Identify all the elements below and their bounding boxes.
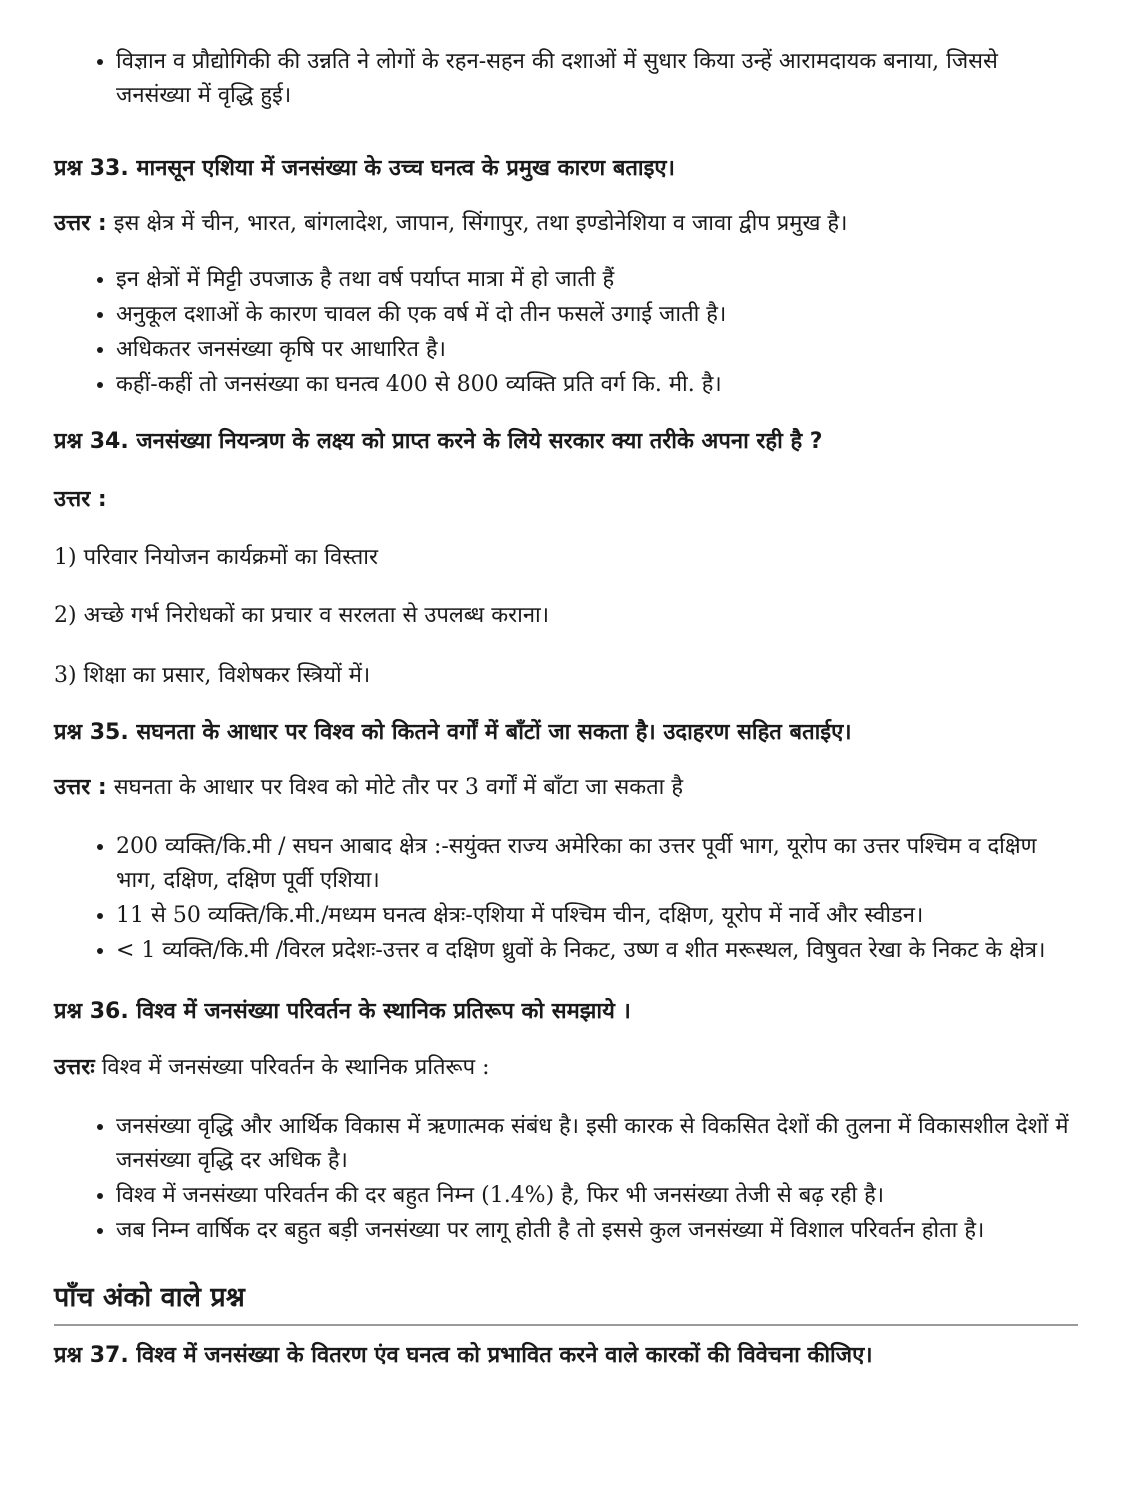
- list-item: • 200 व्यक्ति/कि.मी / सघन आबाद क्षेत्र :-सयुंक्त राज्य अमेरिका का उत्तर पूर्वी भाग, यूरोप का उत्तर पश्चिम व दक्षिण भाग, दक्षिण, दक्षिण पूर्वी एशिया।: [116, 829, 1078, 898]
- bullet-list-36: [54, 1109, 1078, 1248]
- answer-point-2: 2) अच्छे गर्भ निरोधकों का प्रचार व सरलता से उपलब्ध कराना।: [54, 603, 550, 628]
- answer-text: विश्व में जनसंख्या परिवर्तन के स्थानिक प्रतिरूप :: [94, 1055, 490, 1080]
- bullet-list-35: [54, 829, 1078, 968]
- answer-33: [54, 208, 1078, 240]
- section-heading: पाँच अंको वाले प्रश्न: [54, 1280, 1078, 1326]
- list-item: • विज्ञान व प्रौद्योगिकी की उन्नति ने लोगों के रहन-सहन की दशाओं में सुधार किया उन्हें आरामदायक बनाया, जिससे जनसंख्या में वृद्धि हुई।: [116, 44, 1078, 113]
- question-34: प्रश्न 34. जनसंख्या नियन्त्रण के लक्ष्य को प्राप्त करने के लिये सरकार क्या तरीके अपना रही है ?: [54, 429, 823, 454]
- list-item: • विश्व में जनसंख्या परिवर्तन की दर बहुत निम्न (1.4%) है, फिर भी जनसंख्या तेजी से बढ़ रही है।: [116, 1178, 1078, 1213]
- answer-text: इस क्षेत्र में चीन, भारत, बांगलादेश, जापान, सिंगापुर, तथा इण्डोनेशिया व जावा द्वीप प्रमुख है।: [106, 211, 848, 236]
- question-37: प्रश्न 37. विश्व में जनसंख्या के वितरण एंव घनत्व को प्रभावित करने वाले कारकों की विवेचना कीजिए।: [54, 1343, 873, 1368]
- list-item: • अधिकतर जनसंख्या कृषि पर आधारित है।: [116, 332, 1078, 367]
- answer-34: [54, 484, 1078, 516]
- bullet-list-intro: [54, 44, 1078, 113]
- question-33: प्रश्न 33. मानसून एशिया में जनसंख्या के उच्च घनत्व के प्रमुख कारण बताइए।: [54, 156, 675, 181]
- list-item: • जनसंख्या वृद्धि और आर्थिक विकास में ऋणात्मक संबंध है। इसी कारक से विकसित देशों की तुलना में विकासशील देशों में जनसंख्या वृद्धि दर अधिक है।: [116, 1109, 1078, 1178]
- list-item: • इन क्षेत्रों में मिट्टी उपजाऊ है तथा वर्ष पर्याप्त मात्रा में हो जाती हैं: [116, 262, 1078, 297]
- list-item: • जब निम्न वार्षिक दर बहुत बड़ी जनसंख्या पर लागू होती है तो इससे कुल जनसंख्या में विशाल परिवर्तन होता है।: [116, 1213, 1078, 1248]
- answer-label: उत्तर :: [54, 487, 107, 512]
- question-36: प्रश्न 36. विश्व में जनसंख्या परिवर्तन के स्थानिक प्रतिरूप को समझाये ।: [54, 999, 631, 1024]
- answer-label: उत्तर :: [54, 211, 107, 236]
- answer-text: सघनता के आधार पर विश्व को मोटे तौर पर 3 वर्गों में बाँटा जा सकता है: [106, 775, 684, 800]
- answer-35: [54, 772, 1078, 804]
- answer-point-3: 3) शिक्षा का प्रसार, विशेषकर स्त्रियों में।: [54, 663, 371, 688]
- question-35: प्रश्न 35. सघनता के आधार पर विश्व को कितने वर्गों में बाँटों जा सकता है। उदाहरण सहित बताईए।: [54, 720, 852, 745]
- list-item: • कहीं-कहीं तो जनसंख्या का घनत्व 400 से 800 व्यक्ति प्रति वर्ग कि. मी. है।: [116, 367, 1078, 402]
- list-item: • 11 से 50 व्यक्ति/कि.मी./मध्यम घनत्व क्षेत्रः-एशिया में पश्चिम चीन, दक्षिण, यूरोप में नार्वे और स्वीडन।: [116, 898, 1078, 933]
- answer-label: उत्तरः: [54, 1055, 95, 1080]
- bullet-list-33: [54, 262, 1078, 402]
- list-item: • < 1 व्यक्ति/कि.मी /विरल प्रदेशः-उत्तर व दक्षिण ध्रुवों के निकट, उष्ण व शीत मरूस्थल, विषुवत रेखा के निकट के क्षेत्र।: [116, 933, 1078, 968]
- answer-label: उत्तर :: [54, 775, 107, 800]
- list-item: • अनुकूल दशाओं के कारण चावल की एक वर्ष में दो तीन फसलें उगाई जाती है।: [116, 297, 1078, 332]
- answer-point-1: 1) परिवार नियोजन कार्यक्रमों का विस्तार: [54, 545, 378, 570]
- answer-36: [54, 1052, 1078, 1084]
